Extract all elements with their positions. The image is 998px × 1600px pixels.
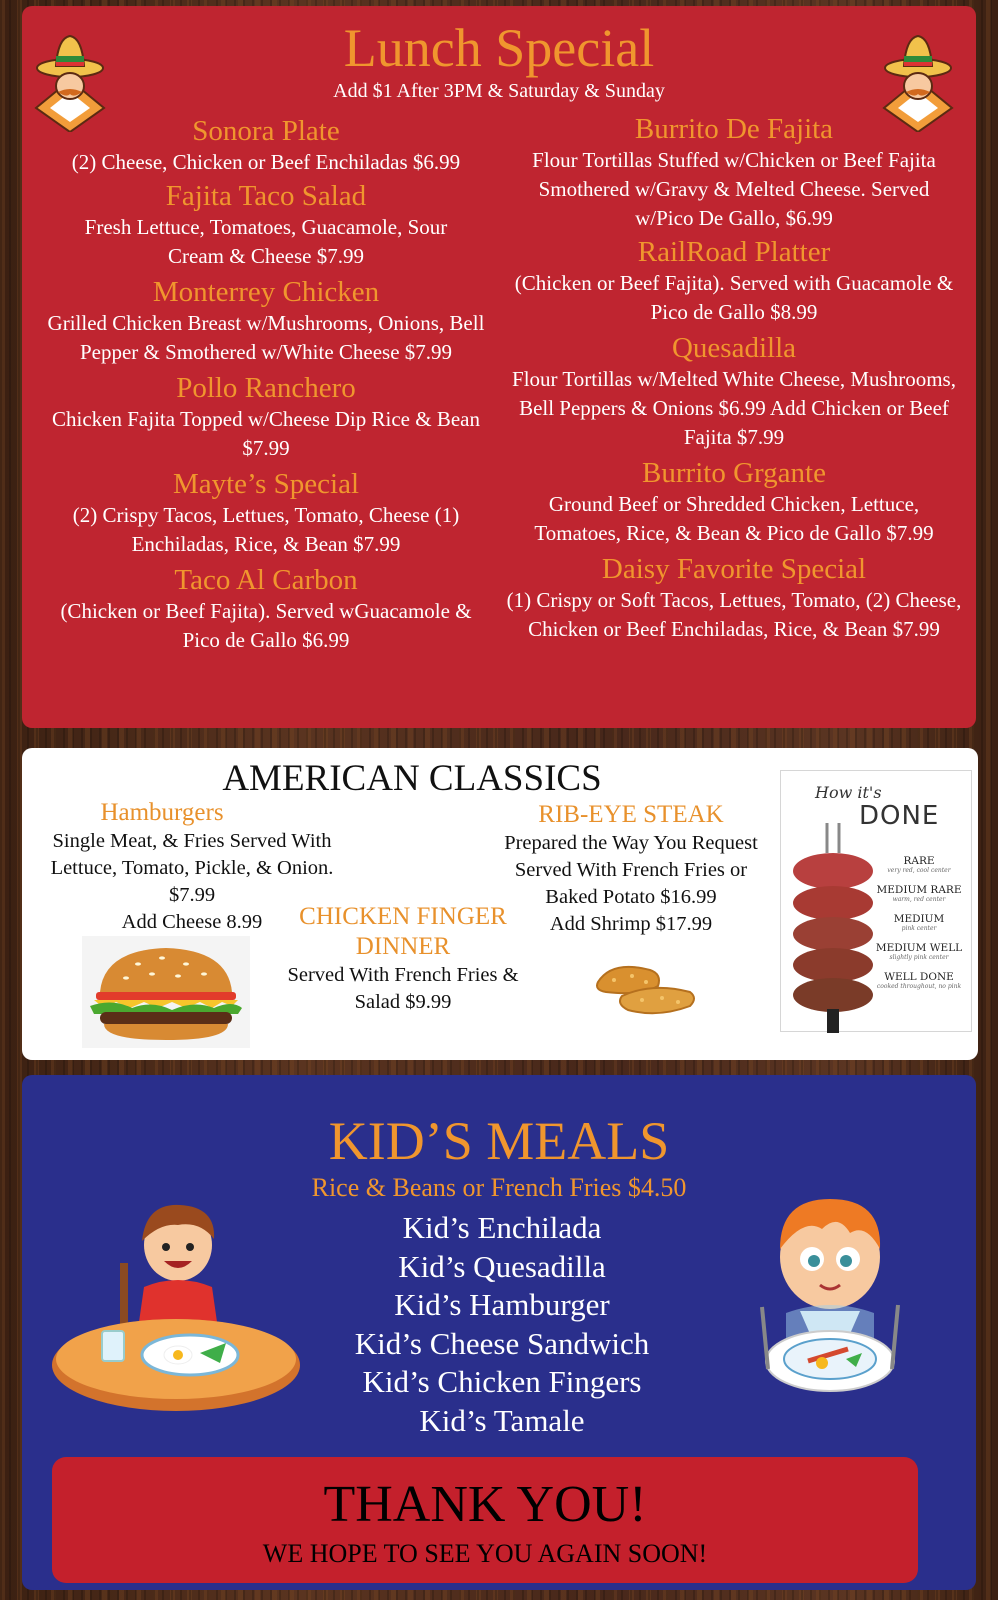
menu-item (36, 114, 496, 177)
list-item: Kid’s Chicken Fingers (362, 1364, 642, 1400)
boy-eating-illustration (50, 1203, 310, 1423)
menu-item-name: RailRoad Platter (637, 236, 831, 268)
menu-item-desc: (Chicken or Beef Fajita). Served with Guacamole & Pico de Gallo $8.99 (514, 271, 954, 324)
american-classics-title: AMERICAN CLASSICS (222, 758, 602, 799)
doneness-name: RARE (903, 855, 935, 867)
menu-item-desc: Prepared the Way You Request Served With French Fries or Baked Potato $16.99 (504, 832, 758, 908)
doneness-note: slightly pink center (889, 954, 949, 961)
menu-item-desc: Chicken Fajita Topped w/Cheese Dip Rice & Bean $7.99 (52, 407, 480, 460)
american-classics-panel (22, 748, 978, 1060)
menu-item-name: Pollo Ranchero (176, 372, 356, 404)
doneness-name: MEDIUM (893, 913, 945, 925)
list-item: Kid’s Quesadilla (398, 1248, 606, 1284)
doneness-note: pink center (901, 925, 937, 932)
menu-item (506, 112, 962, 233)
doneness-level (871, 942, 967, 971)
rib-eye-steak-item (490, 800, 772, 938)
lunch-left-column (36, 114, 496, 655)
menu-item-name: Quesadilla (671, 332, 796, 364)
menu-item (36, 467, 496, 559)
doneness-note: very red, cool center (887, 867, 951, 874)
menu-item (506, 456, 962, 548)
menu-item-desc: Flour Tortillas Stuffed w/Chicken or Beef Fajita Smothered w/Gravy & Melted Cheese. Served w/Pico De Gallo, $6.99 (532, 148, 936, 230)
list-item: Kid’s Enchilada (402, 1210, 602, 1245)
steak-doneness-chart (780, 770, 972, 1032)
doneness-level (871, 971, 967, 1000)
lunch-special-subtitle: Add $1 After 3PM & Saturday & Sunday (333, 80, 665, 102)
doneness-level (871, 913, 967, 942)
hamburger-image (82, 936, 250, 1048)
doneness-name: MEDIUM RARE (876, 884, 962, 896)
menu-item-desc: (2) Crispy Tacos, Lettues, Tomato, Cheese (1) Enchiladas, Rice, & Bean $7.99 (72, 503, 460, 556)
steak-stack-image (787, 823, 877, 1033)
child-with-plate-illustration (750, 1193, 910, 1403)
menu-item-name: RIB-EYE STEAK (538, 801, 724, 828)
menu-item-name: Fajita Taco Salad (165, 180, 367, 212)
menu-item (36, 563, 496, 655)
kids-meals-title: KID’S MEALS (328, 1111, 670, 1171)
menu-item-name: Monterrey Chicken (152, 276, 380, 308)
doneness-note: cooked throughout, no pink (876, 983, 962, 990)
menu-item-desc: Flour Tortillas w/Melted White Cheese, Mushrooms, Bell Peppers & Onions $6.99 Add Chicken or Beef Fajita $7.99 (512, 367, 956, 449)
menu-item (506, 552, 962, 644)
menu-item (506, 331, 962, 452)
menu-item-desc: (1) Crispy or Soft Tacos, Lettues, Tomato, (2) Cheese, Chicken or Beef Enchiladas, Rice, & Bean $7.99 (506, 588, 962, 641)
lunch-right-column (506, 112, 962, 644)
how-its-label: How it's (815, 783, 882, 802)
kids-meals-subtitle: Rice & Beans or French Fries $4.50 (311, 1173, 687, 1202)
done-label: DONE (859, 801, 940, 831)
doneness-name: MEDIUM WELL (875, 942, 963, 954)
menu-item-name: Hamburgers (100, 799, 224, 826)
menu-item (36, 371, 496, 463)
lunch-special-title: Lunch Special (343, 18, 655, 78)
list-item: Kid’s Tamale (419, 1402, 585, 1438)
thank-you-subtitle: WE HOPE TO SEE YOU AGAIN SOON! (262, 1539, 708, 1568)
doneness-note: warm, red center (892, 896, 946, 903)
menu-item (506, 235, 962, 327)
list-item: Kid’s Cheese Sandwich (354, 1325, 650, 1361)
doneness-name: WELL DONE (884, 971, 954, 983)
menu-item-name: Daisy Favorite Special (601, 553, 867, 585)
menu-item-desc: Single Meat, & Fries Served With Lettuce, Tomato, Pickle, & Onion. $7.99 (50, 830, 334, 906)
doneness-level (871, 884, 967, 913)
menu-item-name: CHICKEN FINGER DINNER (299, 903, 507, 960)
menu-item-extra: Add Cheese 8.99 (121, 911, 263, 933)
lunch-special-panel (22, 6, 976, 728)
menu-item-name: Taco Al Carbon (174, 564, 358, 596)
menu-item-extra: Add Shrimp $17.99 (549, 913, 713, 935)
kids-meals-panel (22, 1075, 976, 1590)
menu-item-desc: Fresh Lettuce, Tomatoes, Guacamole, Sour Cream & Cheese $7.99 (84, 215, 448, 268)
menu-item (36, 275, 496, 367)
doneness-list (871, 855, 967, 1000)
menu-item (36, 179, 496, 271)
menu-item-desc: Served With French Fries & Salad $9.99 (287, 964, 519, 1013)
menu-item-desc: Ground Beef or Shredded Chicken, Lettuce, Tomatoes, Rice, & Bean & Pico de Gallo $7.99 (534, 492, 934, 545)
doneness-level (871, 855, 967, 884)
menu-item-name: Mayte’s Special (172, 468, 360, 500)
menu-item-name: Sonora Plate (192, 115, 340, 147)
chicken-fingers-image (592, 952, 702, 1024)
thank-you-banner (52, 1457, 918, 1583)
menu-item-desc: Grilled Chicken Breast w/Mushrooms, Onions, Bell Pepper & Smothered w/White Cheese $7.99 (47, 311, 485, 364)
menu-item-desc: (2) Cheese, Chicken or Beef Enchiladas $6.99 (71, 150, 461, 174)
list-item: Kid’s Hamburger (394, 1287, 610, 1323)
thank-you-title: THANK YOU! (323, 1476, 647, 1533)
menu-item-desc: (Chicken or Beef Fajita). Served wGuacamole & Pico de Gallo $6.99 (60, 599, 472, 652)
menu-item-name: Burrito Grgante (642, 457, 826, 489)
kids-meals-list (302, 1209, 702, 1441)
menu-item-name: Burrito De Fajita (634, 113, 834, 145)
